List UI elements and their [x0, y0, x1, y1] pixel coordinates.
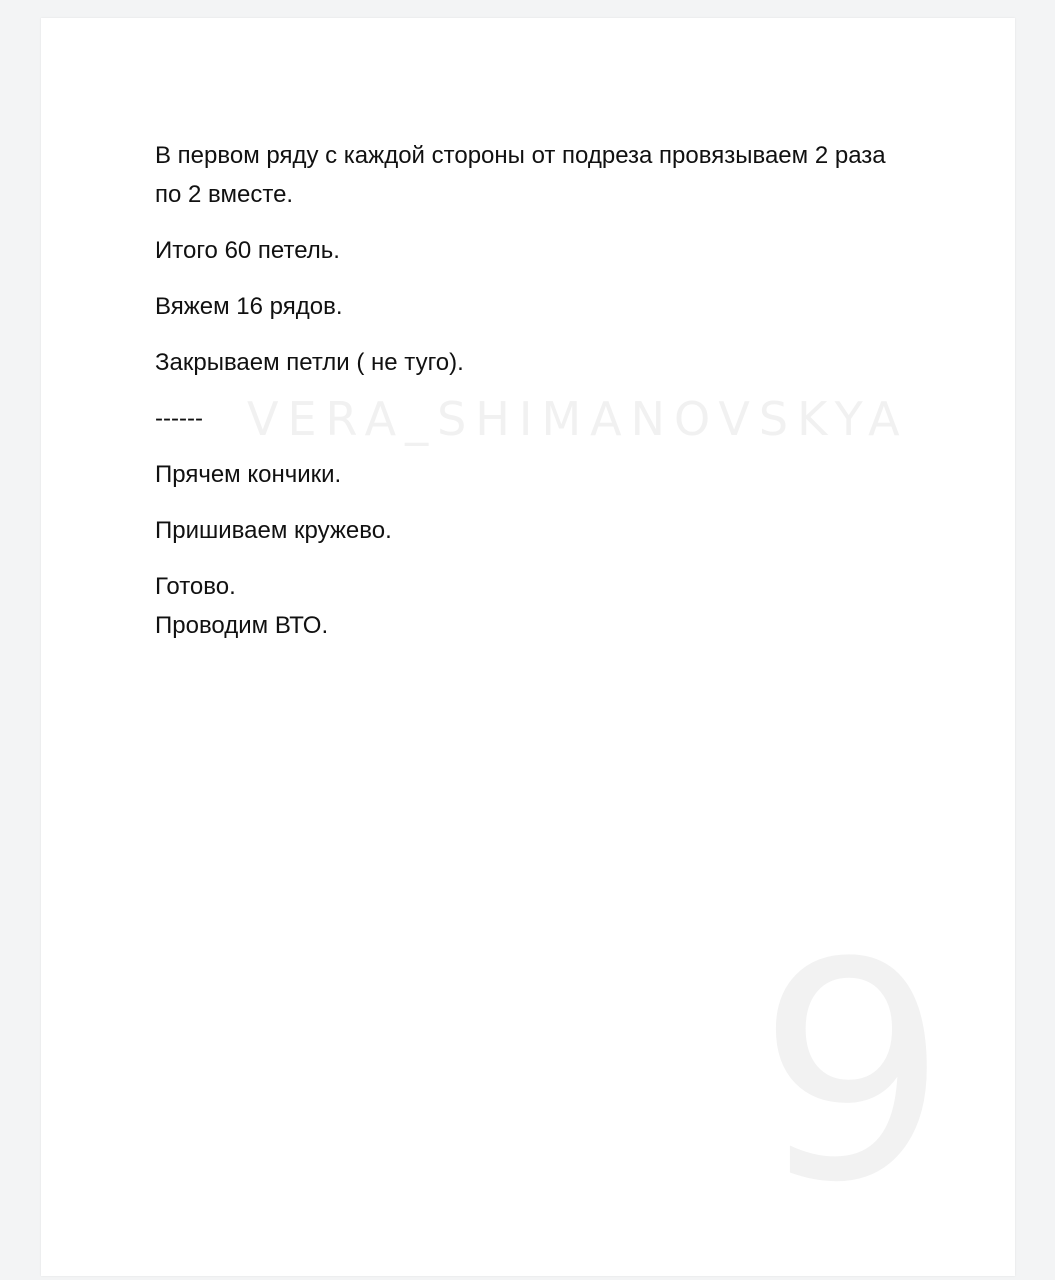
paragraph-wet-blocking: Проводим ВТО. — [155, 612, 329, 639]
paragraph-first-row: В первом ряду с каждой стороны от подреза провязываем 2 раза по 2 вместе. — [155, 142, 886, 208]
paragraph-bind-off: Закрываем петли ( не туго). — [155, 349, 464, 376]
paragraph-done: Готово. — [155, 573, 236, 600]
paragraph-sew-lace: Пришиваем кружево. — [155, 517, 392, 544]
document-body — [155, 136, 915, 645]
page-number: 9 — [757, 899, 948, 1248]
watermark: VERA_SHIMANOVSKYA — [247, 392, 909, 446]
document-page — [41, 18, 1015, 1276]
paragraph-hide-ends: Прячем кончики. — [155, 461, 342, 488]
paragraph-stitch-total: Итого 60 петель. — [155, 237, 340, 264]
separator: ------ — [155, 405, 203, 432]
paragraph-rows: Вяжем 16 рядов. — [155, 293, 343, 320]
